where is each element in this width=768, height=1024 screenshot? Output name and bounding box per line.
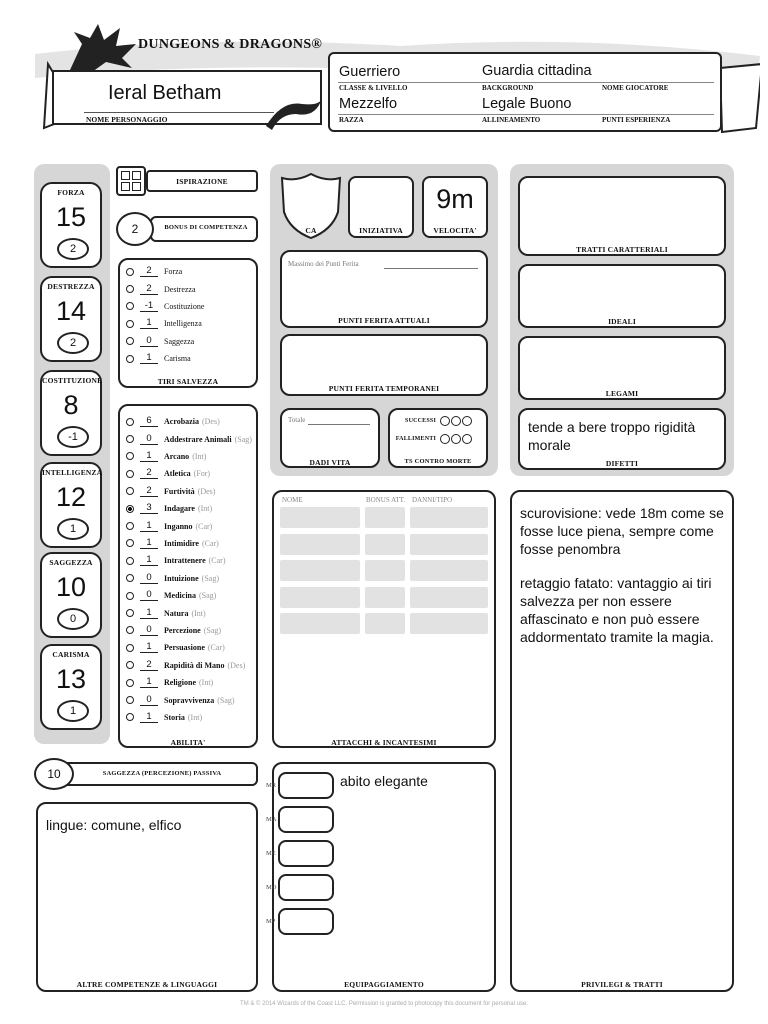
attacks-title: ATTACCHI & INCANTESIMI bbox=[331, 738, 437, 747]
skill-name: Furtività bbox=[164, 486, 195, 496]
speed-value[interactable]: 9m bbox=[436, 184, 474, 214]
attack-bonus-cell[interactable] bbox=[365, 560, 405, 581]
coin-label: MP bbox=[266, 918, 276, 925]
attack-damage-cell[interactable] bbox=[410, 560, 488, 581]
ability-label: DESTREZZA bbox=[47, 282, 95, 291]
save-value[interactable]: 0 bbox=[140, 336, 158, 347]
skill-row bbox=[126, 657, 245, 674]
saving-throw-row bbox=[126, 350, 191, 367]
skill-name: Medicina bbox=[164, 591, 196, 601]
skill-value[interactable]: 2 bbox=[140, 468, 158, 479]
skill-proficiency-dot[interactable] bbox=[126, 696, 134, 704]
skill-name: Inganno bbox=[164, 521, 193, 531]
skill-attribute: (Sag) bbox=[203, 625, 222, 635]
class-level-label: CLASSE & LIVELLO bbox=[339, 84, 408, 92]
coin-label: MO bbox=[266, 884, 277, 891]
ability-block bbox=[40, 276, 102, 362]
skill-name: Percezione bbox=[164, 625, 201, 635]
attacks-col-damage: DANNI/TIPO bbox=[412, 496, 453, 504]
skill-name: Arcano bbox=[164, 451, 190, 461]
skill-row bbox=[126, 483, 215, 500]
proficiency-bonus-label: BONUS DI COMPETENZA bbox=[164, 224, 248, 231]
features-paragraph-1[interactable]: scurovisione: vede 18m come se fosse luce piena, sempre come fosse penombra bbox=[520, 505, 724, 557]
features-box bbox=[510, 490, 734, 992]
ability-block bbox=[40, 462, 102, 548]
class-level-field[interactable]: Guerriero bbox=[339, 64, 401, 80]
ability-modifier[interactable]: 2 bbox=[57, 332, 89, 354]
skill-row bbox=[126, 622, 221, 639]
save-value[interactable]: 1 bbox=[140, 353, 158, 364]
save-value[interactable]: 2 bbox=[140, 284, 158, 295]
ability-score[interactable]: 12 bbox=[55, 482, 87, 512]
features-label: PRIVILEGI & TRATTI bbox=[581, 980, 663, 989]
copyright-footer: TM & © 2014 Wizards of the Coast LLC. Permission is granted to photocopy this document for personal use. bbox=[240, 1001, 528, 1007]
skill-name: Religione bbox=[164, 678, 196, 688]
skill-value[interactable]: 0 bbox=[140, 590, 158, 601]
alignment-field[interactable]: Legale Buono bbox=[482, 96, 572, 112]
ability-score[interactable]: 14 bbox=[55, 296, 87, 326]
coin-label: MR bbox=[266, 782, 277, 789]
skill-attribute: (Int) bbox=[192, 451, 207, 461]
skill-name: Atletica bbox=[164, 469, 191, 479]
skill-value[interactable]: 1 bbox=[140, 451, 158, 462]
proficiency-bonus-value[interactable]: 2 bbox=[116, 212, 154, 246]
flaws-label: DIFETTI bbox=[605, 459, 639, 468]
background-field[interactable]: Guardia cittadina bbox=[482, 63, 592, 79]
xp-label: PUNTI ESPERIENZA bbox=[602, 116, 671, 124]
save-proficiency-dot[interactable] bbox=[126, 285, 134, 293]
save-value[interactable]: 1 bbox=[140, 318, 158, 329]
skill-value[interactable]: 1 bbox=[140, 608, 158, 619]
attacks-col-bonus: BONUS ATT. bbox=[366, 496, 406, 504]
skill-proficiency-dot[interactable] bbox=[126, 592, 134, 600]
skill-attribute: (Sag) bbox=[234, 434, 252, 444]
skill-row bbox=[126, 691, 235, 708]
ability-score[interactable]: 8 bbox=[63, 390, 79, 420]
dragon-tail-icon bbox=[262, 96, 324, 132]
attack-name-cell[interactable] bbox=[280, 534, 360, 555]
hit-dice-total-line bbox=[308, 424, 370, 425]
save-name: Intelligenza bbox=[164, 319, 202, 329]
alignment-label: ALLINEAMENTO bbox=[482, 116, 541, 124]
skill-row bbox=[126, 639, 225, 656]
skill-name: Intuizione bbox=[164, 573, 199, 583]
skill-proficiency-dot[interactable] bbox=[126, 679, 134, 687]
save-proficiency-dot[interactable] bbox=[126, 337, 134, 345]
save-value[interactable]: 2 bbox=[140, 266, 158, 277]
attack-damage-cell[interactable] bbox=[410, 534, 488, 555]
death-fail-row bbox=[392, 434, 472, 444]
passive-perception-label: SAGGEZZA (PERCEZIONE) PASSIVA bbox=[102, 770, 222, 777]
temp-hp-label: PUNTI FERITA TEMPORANEI bbox=[328, 384, 440, 393]
death-success-2[interactable] bbox=[451, 416, 461, 426]
attack-name-cell[interactable] bbox=[280, 613, 360, 634]
skill-name: Storia bbox=[164, 712, 185, 722]
skill-row bbox=[126, 517, 212, 534]
skill-proficiency-dot[interactable] bbox=[126, 644, 134, 652]
attack-name-cell[interactable] bbox=[280, 587, 360, 608]
skill-row bbox=[126, 604, 206, 621]
dragon-logo-icon bbox=[62, 22, 142, 74]
coin-field[interactable] bbox=[278, 840, 334, 867]
attack-bonus-cell[interactable] bbox=[365, 613, 405, 634]
skill-proficiency-dot[interactable] bbox=[126, 626, 134, 634]
player-name-label: NOME GIOCATORE bbox=[602, 84, 669, 92]
attack-damage-cell[interactable] bbox=[410, 587, 488, 608]
saving-throw-row bbox=[126, 333, 194, 350]
skill-attribute: (Int) bbox=[191, 608, 206, 618]
skill-attribute: (Des) bbox=[227, 660, 246, 670]
inspiration-checkbox[interactable] bbox=[116, 166, 146, 196]
skill-value[interactable]: 0 bbox=[140, 625, 158, 636]
death-fail-3[interactable] bbox=[462, 434, 472, 444]
ability-label: CARISMA bbox=[52, 650, 90, 659]
armor-class-label: CA bbox=[305, 226, 317, 235]
attack-bonus-cell[interactable] bbox=[365, 507, 405, 528]
skill-name: Intrattenere bbox=[164, 556, 206, 566]
skill-name: Natura bbox=[164, 608, 189, 618]
death-success-3[interactable] bbox=[462, 416, 472, 426]
attacks-col-name: NOME bbox=[282, 496, 303, 504]
skill-row bbox=[126, 465, 210, 482]
skill-attribute: (For) bbox=[193, 469, 211, 479]
ability-label: FORZA bbox=[57, 188, 85, 197]
skill-proficiency-dot[interactable] bbox=[126, 487, 134, 495]
save-proficiency-dot[interactable] bbox=[126, 302, 134, 310]
skill-name: Addestrare Animali bbox=[164, 434, 232, 444]
ability-modifier[interactable]: 1 bbox=[57, 518, 89, 540]
skill-proficiency-dot[interactable] bbox=[126, 418, 134, 426]
skill-value[interactable]: 1 bbox=[140, 538, 158, 549]
saving-throw-row bbox=[126, 298, 204, 315]
hit-dice-label: DADI VITA bbox=[309, 458, 351, 467]
skill-value[interactable]: 3 bbox=[140, 503, 158, 514]
hit-dice-total-label: Totale bbox=[288, 416, 306, 424]
skill-proficiency-dot[interactable] bbox=[126, 470, 134, 478]
passive-perception-value[interactable]: 10 bbox=[34, 758, 74, 790]
coin-field[interactable] bbox=[278, 772, 334, 799]
coin-field[interactable] bbox=[278, 908, 334, 935]
skill-attribute: (Int) bbox=[199, 678, 214, 688]
skill-proficiency-dot[interactable] bbox=[126, 557, 134, 565]
skill-value[interactable]: 0 bbox=[140, 434, 158, 445]
traits-label: TRATTI CARATTERIALI bbox=[576, 245, 668, 254]
skill-row bbox=[126, 413, 220, 430]
saving-throws-title: TIRI SALVEZZA bbox=[157, 377, 219, 386]
saving-throw-row bbox=[126, 263, 182, 280]
save-proficiency-dot[interactable] bbox=[126, 355, 134, 363]
coin-label: MA bbox=[266, 816, 277, 823]
save-name: Carisma bbox=[164, 354, 191, 364]
skill-value[interactable]: 0 bbox=[140, 573, 158, 584]
attack-damage-cell[interactable] bbox=[410, 613, 488, 634]
skill-row bbox=[126, 674, 213, 691]
ability-modifier[interactable]: 2 bbox=[57, 238, 89, 260]
ability-label: COSTITUZIONE bbox=[42, 376, 103, 385]
save-proficiency-dot[interactable] bbox=[126, 320, 134, 328]
skill-proficiency-dot[interactable] bbox=[126, 522, 134, 530]
hp-max-line bbox=[384, 268, 478, 269]
death-success-1[interactable] bbox=[440, 416, 450, 426]
skill-value[interactable]: 2 bbox=[140, 660, 158, 671]
skill-name: Indagare bbox=[164, 504, 195, 514]
skill-value[interactable]: 2 bbox=[140, 486, 158, 497]
skill-row bbox=[126, 570, 219, 587]
bonds-label: LEGAMI bbox=[605, 389, 639, 398]
ability-block bbox=[40, 182, 102, 268]
ability-score[interactable]: 15 bbox=[55, 202, 87, 232]
death-fail-1[interactable] bbox=[440, 434, 450, 444]
skill-attribute: (Car) bbox=[207, 643, 225, 653]
coin-field[interactable] bbox=[278, 874, 334, 901]
save-value[interactable]: -1 bbox=[140, 301, 158, 312]
proficiencies-field[interactable]: lingue: comune, elfico bbox=[46, 817, 182, 833]
skill-proficiency-dot[interactable] bbox=[126, 609, 134, 617]
skill-attribute: (Sag) bbox=[199, 591, 217, 601]
skill-row bbox=[126, 552, 226, 569]
skill-attribute: (Int) bbox=[187, 712, 203, 722]
skill-value[interactable]: 1 bbox=[140, 642, 158, 653]
save-name: Destrezza bbox=[164, 284, 196, 294]
save-name: Forza bbox=[164, 267, 183, 277]
skill-attribute: (Des) bbox=[197, 486, 216, 496]
ability-score[interactable]: 13 bbox=[55, 664, 87, 694]
death-fail-2[interactable] bbox=[451, 434, 461, 444]
saving-throw-row bbox=[126, 280, 196, 297]
attack-bonus-cell[interactable] bbox=[365, 534, 405, 555]
ability-label: INTELLIGENZA bbox=[42, 468, 103, 477]
ability-score[interactable]: 10 bbox=[55, 572, 87, 602]
initiative-label: INIZIATIVA bbox=[359, 226, 403, 235]
save-name: Costituzione bbox=[164, 301, 205, 311]
skill-proficiency-dot[interactable] bbox=[126, 713, 134, 721]
skills-title: ABILITA' bbox=[170, 738, 206, 747]
skill-value[interactable]: 1 bbox=[140, 521, 158, 532]
ability-modifier[interactable]: -1 bbox=[57, 426, 89, 448]
skill-value[interactable]: 1 bbox=[140, 555, 158, 566]
character-name-label: NOME PERSONAGGIO bbox=[86, 115, 168, 124]
skill-value[interactable]: 1 bbox=[140, 712, 158, 723]
attack-name-cell[interactable] bbox=[280, 560, 360, 581]
skill-attribute: (Int) bbox=[197, 504, 213, 514]
skill-proficiency-dot[interactable] bbox=[126, 661, 134, 669]
background-label: BACKGROUND bbox=[482, 84, 534, 92]
ability-block bbox=[40, 370, 102, 456]
header-line-1 bbox=[338, 82, 714, 83]
header-line-2 bbox=[338, 114, 714, 115]
skill-row bbox=[126, 430, 252, 447]
equipment-field[interactable]: abito elegante bbox=[340, 773, 428, 789]
saving-throw-row bbox=[126, 315, 202, 332]
skill-row bbox=[126, 535, 219, 552]
skill-name: Persuasione bbox=[164, 643, 205, 653]
proficiencies-label: ALTRE COMPETENZE & LINGUAGGI bbox=[76, 980, 218, 989]
skill-value[interactable]: 0 bbox=[140, 695, 158, 706]
speed-label: VELOCITA' bbox=[433, 226, 477, 235]
save-name: Saggezza bbox=[164, 336, 195, 346]
skill-row bbox=[126, 587, 216, 604]
skill-proficiency-dot[interactable] bbox=[126, 505, 134, 513]
attack-name-cell[interactable] bbox=[280, 507, 360, 528]
race-label: RAZZA bbox=[339, 116, 364, 124]
death-fail-label: FALLIMENTI bbox=[395, 436, 436, 442]
attack-bonus-cell[interactable] bbox=[365, 587, 405, 608]
skill-attribute: (Des) bbox=[201, 417, 220, 427]
ability-label: SAGGEZZA bbox=[49, 558, 93, 567]
coin-label: ME bbox=[266, 850, 276, 857]
features-paragraph-2[interactable]: retaggio fatato: vantaggio ai tiri salvezza per non essere affascinato e non può essere addormentato tramite la magia. bbox=[520, 575, 714, 645]
save-proficiency-dot[interactable] bbox=[126, 268, 134, 276]
skill-value[interactable]: 6 bbox=[140, 416, 158, 427]
traits-box[interactable] bbox=[518, 176, 726, 256]
skill-proficiency-dot[interactable] bbox=[126, 452, 134, 460]
death-saves-label: TS CONTRO MORTE bbox=[404, 458, 472, 465]
race-field[interactable]: Mezzelfo bbox=[339, 96, 398, 112]
attack-damage-cell[interactable] bbox=[410, 507, 488, 528]
skill-name: Acrobazia bbox=[164, 417, 199, 427]
skill-value[interactable]: 1 bbox=[140, 677, 158, 688]
ability-block bbox=[40, 644, 102, 730]
skill-row bbox=[126, 500, 212, 517]
skill-proficiency-dot[interactable] bbox=[126, 539, 134, 547]
skill-row bbox=[126, 709, 202, 726]
hp-max-label: Massimo dei Punti Ferita bbox=[288, 260, 359, 268]
skill-proficiency-dot[interactable] bbox=[126, 574, 134, 582]
ability-modifier[interactable]: 1 bbox=[57, 700, 89, 722]
ideals-label: IDEALI bbox=[608, 317, 636, 326]
skill-name: Intimidire bbox=[164, 538, 199, 548]
skill-proficiency-dot[interactable] bbox=[126, 435, 134, 443]
ability-block bbox=[40, 552, 102, 638]
skill-name: Rapidità di Mano bbox=[164, 660, 225, 670]
dnd-logo: DUNGEONS & DRAGONS® bbox=[138, 37, 323, 52]
skill-attribute: (Sag) bbox=[201, 573, 219, 583]
character-name-field[interactable]: Ieral Betham bbox=[108, 82, 222, 104]
equipment-label: EQUIPAGGIAMENTO bbox=[344, 980, 424, 989]
name-underline bbox=[84, 112, 274, 113]
skill-attribute: (Car) bbox=[195, 521, 213, 531]
ability-modifier[interactable]: 0 bbox=[57, 608, 89, 630]
death-success-label: SUCCESSI bbox=[405, 418, 436, 424]
coin-field[interactable] bbox=[278, 806, 334, 833]
flaws-field[interactable]: tende a bere troppo rigidità morale bbox=[528, 419, 696, 453]
skill-attribute: (Car) bbox=[208, 556, 226, 566]
current-hp-label: PUNTI FERITA ATTUALI bbox=[338, 316, 430, 325]
inspiration-label: ISPIRAZIONE bbox=[176, 177, 228, 186]
skill-attribute: (Sag) bbox=[217, 695, 235, 705]
skill-row bbox=[126, 448, 206, 465]
death-success-row bbox=[392, 416, 472, 426]
skill-attribute: (Car) bbox=[201, 538, 219, 548]
skill-name: Sopravvivenza bbox=[164, 695, 215, 705]
